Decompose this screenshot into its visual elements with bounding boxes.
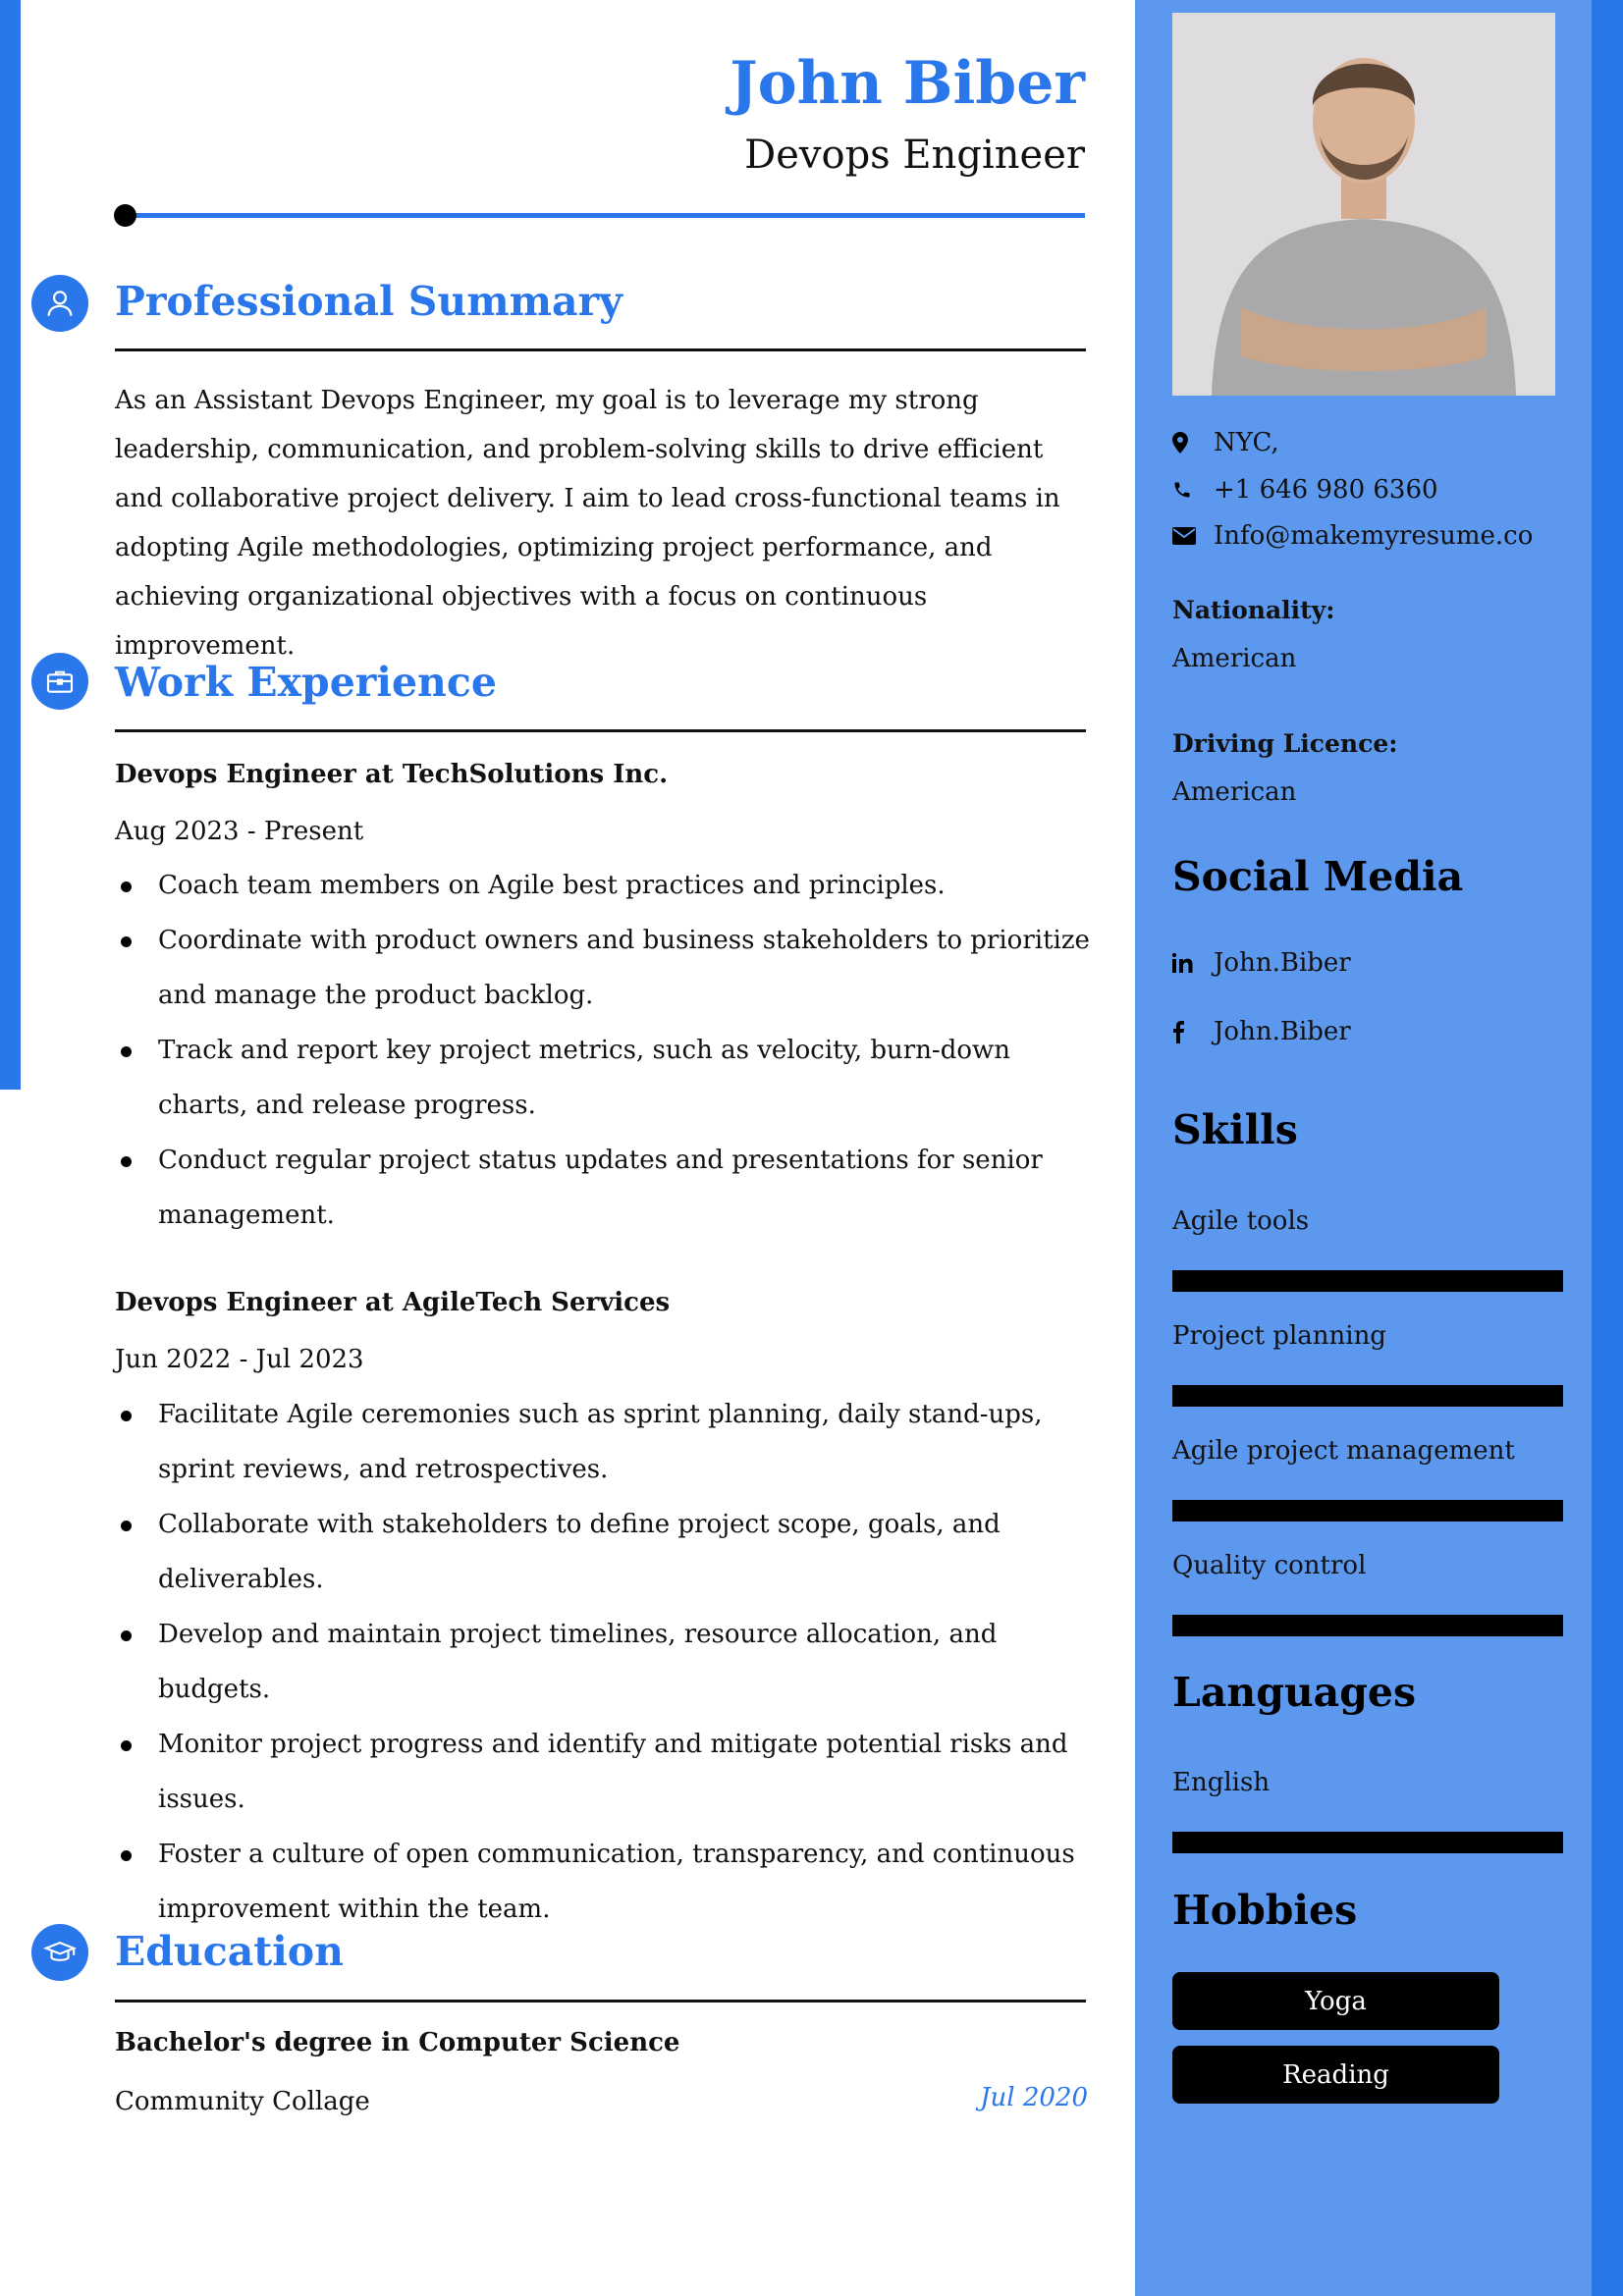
skill-name: Project planning bbox=[1172, 1321, 1386, 1351]
list-item: Coach team members on Agile best practices and principles. bbox=[115, 858, 1097, 913]
hobby-chip-reading: Reading bbox=[1172, 2046, 1499, 2104]
left-accent-strip bbox=[0, 0, 21, 1090]
skills-title: Skills bbox=[1172, 1106, 1298, 1153]
job-dates: Jun 2022 - Jul 2023 bbox=[115, 1345, 364, 1374]
graduation-cap-icon bbox=[31, 1924, 88, 1981]
candidate-name: John Biber bbox=[730, 49, 1085, 118]
job-title: Devops Engineer at TechSolutions Inc. bbox=[115, 760, 669, 789]
linkedin-handle[interactable]: John.Biber bbox=[1214, 948, 1351, 978]
language-name: English bbox=[1172, 1768, 1271, 1797]
language-bar-fill bbox=[1172, 1832, 1563, 1853]
list-item: Track and report key project metrics, such as velocity, burn-down charts, and release progress. bbox=[115, 1023, 1097, 1133]
facebook-icon bbox=[1172, 1020, 1214, 1043]
section-title-experience: Work Experience bbox=[115, 659, 497, 706]
section-title-education: Education bbox=[115, 1928, 344, 1975]
social-media-title: Social Media bbox=[1172, 853, 1464, 900]
list-item: Monitor project progress and identify and mitigate potential risks and issues. bbox=[115, 1717, 1097, 1827]
linkedin-icon bbox=[1172, 953, 1214, 973]
social-facebook[interactable] bbox=[1172, 1017, 1351, 1046]
summary-text: As an Assistant Devops Engineer, my goal is to leverage my strong leadership, communication, and problem-solving skills to drive efficient and collaborative project delivery. I aim to lead cross-functional teams in adopting Agile methodologies, optimizing project performance, and achieving organizational objectives with a focus on continuous improvement. bbox=[115, 386, 1060, 661]
briefcase-icon bbox=[31, 653, 88, 710]
skill-name: Quality control bbox=[1172, 1551, 1367, 1580]
section-rule bbox=[115, 2000, 1086, 2002]
skill-bar-fill bbox=[1172, 1270, 1563, 1292]
hobbies-title: Hobbies bbox=[1172, 1887, 1358, 1934]
skill-bar-fill bbox=[1172, 1385, 1563, 1407]
phone-text: +1 646 980 6360 bbox=[1214, 475, 1438, 505]
facebook-handle[interactable]: John.Biber bbox=[1214, 1017, 1351, 1046]
skill-bar bbox=[1172, 1385, 1563, 1407]
envelope-icon bbox=[1172, 527, 1214, 545]
section-rule bbox=[115, 729, 1086, 732]
list-item: Foster a culture of open communication, transparency, and continuous improvement within the team. bbox=[115, 1827, 1097, 1937]
email-text[interactable]: Info@makemyresume.co bbox=[1214, 521, 1534, 551]
education-date: Jul 2020 bbox=[980, 2083, 1088, 2112]
skill-bar bbox=[1172, 1615, 1563, 1636]
header-rule bbox=[123, 213, 1085, 218]
skill-bar-fill bbox=[1172, 1500, 1563, 1522]
nationality-value: American bbox=[1172, 644, 1297, 673]
profile-photo bbox=[1172, 13, 1555, 396]
list-item: Facilitate Agile ceremonies such as sprint planning, daily stand-ups, sprint reviews, and retrospectives. bbox=[115, 1387, 1097, 1497]
language-bar bbox=[1172, 1832, 1563, 1853]
skill-name: Agile project management bbox=[1172, 1436, 1515, 1466]
licence-label: Driving Licence: bbox=[1172, 729, 1398, 758]
languages-title: Languages bbox=[1172, 1669, 1417, 1716]
education-school: Community Collage bbox=[115, 2087, 370, 2116]
contact-phone bbox=[1172, 475, 1438, 505]
job-bullets bbox=[115, 1387, 1097, 1937]
skill-name: Agile tools bbox=[1172, 1206, 1310, 1236]
skill-bar-fill bbox=[1172, 1615, 1563, 1636]
location-pin-icon bbox=[1172, 432, 1214, 454]
list-item: Collaborate with stakeholders to define project scope, goals, and deliverables. bbox=[115, 1497, 1097, 1607]
user-icon bbox=[31, 275, 88, 332]
social-linkedin[interactable] bbox=[1172, 948, 1351, 978]
list-item: Coordinate with product owners and business stakeholders to prioritize and manage the product backlog. bbox=[115, 913, 1097, 1023]
list-item: Develop and maintain project timelines, resource allocation, and budgets. bbox=[115, 1607, 1097, 1717]
contact-location bbox=[1172, 428, 1279, 457]
header-rule-dot bbox=[114, 204, 136, 227]
hobby-chip-yoga: Yoga bbox=[1172, 1972, 1499, 2030]
phone-icon bbox=[1172, 480, 1214, 500]
nationality-label: Nationality: bbox=[1172, 596, 1335, 624]
contact-email[interactable] bbox=[1172, 521, 1533, 551]
candidate-role: Devops Engineer bbox=[744, 133, 1085, 178]
job-title: Devops Engineer at AgileTech Services bbox=[115, 1288, 671, 1317]
section-title-summary: Professional Summary bbox=[115, 278, 622, 325]
skill-bar bbox=[1172, 1270, 1563, 1292]
education-degree: Bachelor's degree in Computer Science bbox=[115, 2028, 680, 2057]
location-text: NYC, bbox=[1214, 428, 1279, 457]
main-curve bbox=[21, 1090, 99, 2296]
job-dates: Aug 2023 - Present bbox=[115, 817, 364, 846]
skill-bar bbox=[1172, 1500, 1563, 1522]
section-rule bbox=[115, 348, 1086, 351]
licence-value: American bbox=[1172, 777, 1297, 807]
job-bullets bbox=[115, 858, 1097, 1243]
right-accent-strip bbox=[1592, 0, 1623, 2296]
list-item: Conduct regular project status updates and presentations for senior management. bbox=[115, 1133, 1097, 1243]
